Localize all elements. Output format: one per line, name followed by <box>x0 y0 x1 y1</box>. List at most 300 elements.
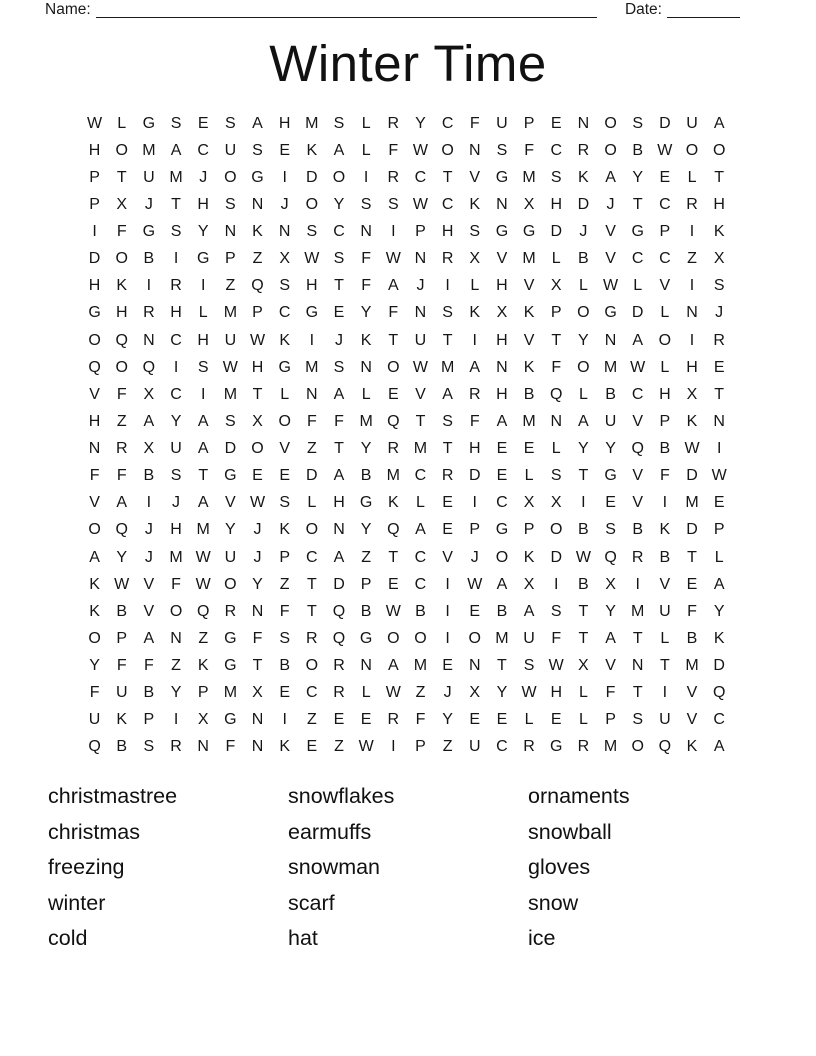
grid-letter: N <box>306 385 318 403</box>
grid-letter: K <box>387 494 399 512</box>
grid-letter: P <box>523 521 535 539</box>
grid-letter: V <box>605 657 616 675</box>
grid-letter: K <box>523 548 535 566</box>
grid-letter: G <box>224 467 237 485</box>
grid-letter: M <box>495 629 509 647</box>
grid-letter: H <box>88 141 101 159</box>
grid-letter: R <box>713 331 725 349</box>
grid-letter: T <box>415 412 426 430</box>
puzzle-title: Winter Time <box>269 35 547 92</box>
grid-letter: L <box>280 385 290 403</box>
grid-letter: L <box>470 277 480 295</box>
grid-letter: A <box>605 629 616 647</box>
grid-letter: O <box>387 629 400 647</box>
grid-letter: P <box>605 711 616 729</box>
grid-letter: P <box>469 521 481 539</box>
grid-letter: J <box>144 195 153 213</box>
grid-letter: M <box>631 602 645 620</box>
grid-letter: S <box>523 657 535 675</box>
grid-letter: K <box>279 331 290 349</box>
grid-letter: E <box>360 711 372 729</box>
word-list-item: freezing <box>48 855 125 880</box>
grid-letter: G <box>142 223 156 241</box>
grid-letter: T <box>442 168 453 186</box>
grid-letter: Q <box>88 738 101 756</box>
word-list-item: snowflakes <box>288 784 395 808</box>
word-list-column <box>48 779 288 957</box>
grid-letter: S <box>333 358 345 376</box>
grid-letter: J <box>253 548 262 566</box>
grid-letter: O <box>305 521 319 539</box>
grid-letter: D <box>306 467 318 485</box>
grid-letter: N <box>468 141 481 159</box>
grid-letter: O <box>278 412 291 430</box>
name-label: Name: <box>45 1 91 18</box>
grid-letter: L <box>578 385 588 403</box>
grid-letter: O <box>577 304 590 322</box>
grid-letter: K <box>659 521 671 539</box>
grid-letter: W <box>630 358 646 376</box>
grid-letter: M <box>196 521 210 539</box>
grid-letter: K <box>523 304 535 322</box>
grid-letter: U <box>496 114 508 132</box>
grid-letter: S <box>550 602 562 620</box>
grid-letter: T <box>497 657 507 675</box>
name-write-line <box>96 3 597 18</box>
grid-letter: Y <box>197 223 209 241</box>
grid-letter: Q <box>631 440 644 458</box>
word-list-item: cold <box>48 926 88 951</box>
grid-letter: O <box>658 331 672 349</box>
grid-letter: Q <box>115 331 128 349</box>
grid-letter: N <box>686 304 698 322</box>
grid-letter: G <box>251 168 264 186</box>
grid-letter: J <box>715 304 724 322</box>
grid-letter: S <box>170 467 182 485</box>
grid-letter: U <box>115 684 128 702</box>
grid-letter: H <box>496 385 508 403</box>
grid-letter: Y <box>333 195 345 213</box>
grid-letter: O <box>88 521 101 539</box>
grid-letter: Q <box>387 521 400 539</box>
grid-letter: I <box>173 711 179 729</box>
grid-letter: W <box>195 575 211 593</box>
word-list-item: earmuffs <box>288 819 372 844</box>
grid-letter: A <box>333 385 345 403</box>
grid-letter: L <box>117 114 127 132</box>
grid-letter: O <box>441 141 454 159</box>
grid-letter: S <box>279 494 290 512</box>
grid-letter: R <box>631 548 644 566</box>
grid-letter: F <box>334 412 344 430</box>
grid-letter: E <box>469 711 481 729</box>
grid-letter: S <box>306 223 318 241</box>
grid-letter: B <box>360 467 372 485</box>
grid-letter: M <box>223 684 238 702</box>
grid-letter: H <box>251 358 264 376</box>
grid-letter: J <box>416 277 425 295</box>
grid-letter: T <box>551 331 562 349</box>
grid-letter: U <box>686 114 698 132</box>
grid-letter: P <box>415 223 426 241</box>
grid-letter: I <box>581 494 586 512</box>
grid-letter: C <box>659 250 671 268</box>
grid-letter: Y <box>116 548 128 566</box>
grid-letter: D <box>468 467 481 485</box>
grid-letter: G <box>359 494 373 512</box>
grid-letter: A <box>197 440 209 458</box>
grid-letter: U <box>143 168 155 186</box>
grid-letter: W <box>385 250 401 268</box>
grid-letter: R <box>468 385 481 403</box>
grid-letter: K <box>686 738 698 756</box>
grid-letter: N <box>414 250 427 268</box>
grid-letter: A <box>713 575 725 593</box>
grid-letter: I <box>173 358 179 376</box>
grid-letter: T <box>578 467 589 485</box>
grid-letter: S <box>197 358 209 376</box>
grid-letter: I <box>445 277 450 295</box>
word-list-item: winter <box>48 890 106 915</box>
grid-letter: E <box>496 440 508 458</box>
grid-letter: H <box>441 223 454 241</box>
grid-letter: X <box>143 385 155 403</box>
grid-letter: D <box>333 575 345 593</box>
grid-letter: K <box>116 277 128 295</box>
grid-letter: L <box>551 250 561 268</box>
grid-letter: B <box>578 575 589 593</box>
grid-letter: T <box>252 385 263 403</box>
word-list-item: christmas <box>48 819 140 844</box>
grid-letter: R <box>387 168 400 186</box>
grid-letter: N <box>251 711 264 729</box>
grid-letter: M <box>386 467 400 485</box>
grid-letter: Y <box>225 521 236 539</box>
grid-letter: U <box>468 738 481 756</box>
grid-letter: V <box>89 385 100 403</box>
grid-letter: P <box>89 195 100 213</box>
grid-letter: K <box>252 223 263 241</box>
grid-letter: A <box>143 629 155 647</box>
grid-letter: G <box>495 521 509 539</box>
grid-letter: Y <box>360 304 372 322</box>
grid-letter: T <box>442 440 453 458</box>
grid-letter: N <box>713 412 725 430</box>
grid-letter: L <box>307 494 317 512</box>
grid-letter: V <box>605 250 616 268</box>
grid-letter: B <box>659 548 671 566</box>
grid-letter: B <box>632 141 644 159</box>
grid-letter: T <box>388 548 399 566</box>
grid-letter: A <box>333 467 345 485</box>
grid-letter: O <box>604 141 617 159</box>
grid-letter: Q <box>332 629 346 647</box>
grid-letter: G <box>278 358 291 376</box>
grid-letter: X <box>143 440 155 458</box>
grid-letter: V <box>605 223 616 241</box>
grid-letter: K <box>578 168 589 186</box>
grid-letter: J <box>470 548 479 566</box>
grid-letter: N <box>360 358 372 376</box>
grid-letter: T <box>306 602 317 620</box>
grid-letter: X <box>116 195 128 213</box>
grid-letter: N <box>333 521 345 539</box>
grid-letter: I <box>689 223 695 241</box>
grid-letter: X <box>523 494 535 512</box>
grid-letter: Q <box>712 684 726 702</box>
grid-letter: I <box>200 385 206 403</box>
grid-letter: H <box>170 521 182 539</box>
grid-letter: H <box>468 440 481 458</box>
grid-letter: I <box>689 277 695 295</box>
grid-letter: P <box>523 114 535 132</box>
grid-letter: K <box>469 195 481 213</box>
grid-letter: O <box>115 250 128 268</box>
grid-letter: T <box>252 657 263 675</box>
grid-letter: Z <box>415 684 426 702</box>
grid-letter: V <box>469 168 481 186</box>
grid-letter: J <box>280 195 289 213</box>
grid-letter: S <box>170 114 182 132</box>
grid-letter: N <box>496 358 508 376</box>
grid-letter: F <box>361 250 372 268</box>
grid-letter: M <box>440 358 455 376</box>
grid-letter: H <box>550 195 563 213</box>
grid-letter: H <box>115 304 128 322</box>
grid-letter: X <box>252 684 263 702</box>
grid-letter: P <box>252 304 263 322</box>
grid-letter: S <box>469 223 481 241</box>
grid-letter: A <box>496 575 508 593</box>
grid-letter: L <box>361 385 371 403</box>
grid-letter: A <box>333 548 345 566</box>
grid-letter: P <box>116 629 128 647</box>
grid-letter: I <box>635 575 640 593</box>
grid-letter: L <box>416 494 425 512</box>
grid-letter: G <box>604 304 617 322</box>
grid-letter: F <box>279 602 290 620</box>
grid-letter: B <box>523 385 535 403</box>
grid-letter: N <box>278 223 291 241</box>
word-list-item: snow <box>528 890 579 915</box>
grid-letter: R <box>115 440 128 458</box>
grid-letter: W <box>304 250 320 268</box>
grid-letter: K <box>89 575 100 593</box>
grid-letter: D <box>577 195 590 213</box>
grid-letter: L <box>687 168 697 186</box>
grid-letter: B <box>578 521 589 539</box>
grid-letter: T <box>171 195 181 213</box>
grid-letter: J <box>334 331 343 349</box>
grid-letter: V <box>89 494 100 512</box>
grid-letter: E <box>197 114 209 132</box>
grid-letter: R <box>577 141 590 159</box>
grid-letter: W <box>657 141 673 159</box>
grid-letter: O <box>495 548 509 566</box>
word-list-item: christmastree <box>48 784 178 808</box>
grid-letter: S <box>550 467 562 485</box>
grid-letter: G <box>631 223 644 241</box>
grid-letter: B <box>116 602 128 620</box>
grid-letter: X <box>252 412 263 430</box>
grid-letter: R <box>143 304 155 322</box>
grid-letter: K <box>116 711 128 729</box>
grid-letter: C <box>414 575 427 593</box>
grid-letter: D <box>550 548 563 566</box>
grid-letter: S <box>442 304 453 322</box>
word-list-item: hat <box>288 926 318 951</box>
grid-letter: O <box>115 358 128 376</box>
grid-letter: W <box>385 602 401 620</box>
grid-letter: P <box>713 521 725 539</box>
grid-letter: H <box>333 494 345 512</box>
grid-letter: A <box>632 331 644 349</box>
grid-letter: Q <box>332 602 346 620</box>
grid-letter: W <box>222 358 238 376</box>
grid-letter: F <box>306 412 317 430</box>
grid-letter: H <box>659 385 671 403</box>
grid-letter: T <box>578 629 589 647</box>
grid-letter: C <box>631 250 644 268</box>
grid-letter: S <box>170 223 182 241</box>
grid-letter: U <box>659 711 671 729</box>
grid-letter: V <box>686 684 698 702</box>
grid-letter: K <box>713 629 725 647</box>
grid-letter: C <box>441 114 454 132</box>
grid-letter: Y <box>360 440 372 458</box>
grid-letter: W <box>385 684 401 702</box>
grid-letter: A <box>713 738 725 756</box>
grid-letter: S <box>333 114 345 132</box>
grid-letter: F <box>388 304 399 322</box>
grid-letter: E <box>333 304 345 322</box>
grid-letter: J <box>144 521 153 539</box>
grid-letter: Y <box>605 602 616 620</box>
grid-letter: J <box>443 684 452 702</box>
grid-letter: M <box>685 657 699 675</box>
grid-letter: N <box>604 331 617 349</box>
grid-letter: H <box>197 331 209 349</box>
grid-letter: U <box>523 629 535 647</box>
grid-letter: L <box>361 141 371 159</box>
grid-letter: A <box>116 494 128 512</box>
grid-letter: X <box>713 250 725 268</box>
grid-letter: P <box>279 548 290 566</box>
grid-letter: I <box>363 168 369 186</box>
grid-letter: L <box>524 467 534 485</box>
grid-letter: A <box>387 277 399 295</box>
grid-letter: D <box>686 521 698 539</box>
grid-letter: X <box>605 575 616 593</box>
grid-letter: G <box>142 114 156 132</box>
grid-letter: C <box>278 304 291 322</box>
grid-letter: J <box>253 521 262 539</box>
grid-letter: W <box>711 467 727 485</box>
grid-letter: R <box>686 195 698 213</box>
grid-letter: F <box>551 358 562 376</box>
grid-letter: X <box>550 277 562 295</box>
grid-letter: M <box>223 385 238 403</box>
grid-letter: G <box>550 738 563 756</box>
grid-letter: V <box>686 711 698 729</box>
grid-letter: I <box>200 277 206 295</box>
grid-letter: A <box>578 412 589 430</box>
grid-letter: N <box>251 602 264 620</box>
grid-letter: F <box>89 684 100 702</box>
grid-letter: M <box>359 412 373 430</box>
grid-letter: K <box>469 304 481 322</box>
grid-letter: N <box>550 412 563 430</box>
grid-letter: Q <box>658 738 672 756</box>
grid-letter: S <box>713 277 725 295</box>
grid-letter: W <box>602 277 619 295</box>
grid-letter: S <box>605 521 616 539</box>
grid-letter: C <box>659 195 671 213</box>
grid-letter: P <box>197 684 209 702</box>
word-list-item: scarf <box>288 890 335 915</box>
grid-letter: I <box>716 440 722 458</box>
grid-letter: Z <box>687 250 697 268</box>
grid-letter: M <box>142 141 156 159</box>
word-list-item: gloves <box>528 855 591 880</box>
grid-letter: A <box>442 385 453 403</box>
grid-letter: B <box>360 602 372 620</box>
grid-letter: R <box>333 657 345 675</box>
grid-letter: C <box>496 738 508 756</box>
grid-letter: F <box>252 629 263 647</box>
grid-letter: A <box>170 141 182 159</box>
grid-letter: R <box>387 711 400 729</box>
grid-letter: V <box>143 602 155 620</box>
grid-letter: O <box>251 440 264 458</box>
grid-letter: O <box>224 575 237 593</box>
grid-letter: Y <box>89 657 100 675</box>
grid-letter: A <box>252 114 263 132</box>
grid-letter: R <box>306 629 318 647</box>
grid-letter: K <box>279 521 290 539</box>
grid-letter: Y <box>496 684 508 702</box>
grid-letter: T <box>334 277 344 295</box>
grid-letter: D <box>686 467 698 485</box>
grid-letter: C <box>713 711 725 729</box>
grid-letter: B <box>632 521 644 539</box>
grid-letter: B <box>605 385 616 403</box>
grid-letter: H <box>550 684 563 702</box>
grid-letter: E <box>306 738 318 756</box>
grid-letter: P <box>225 250 236 268</box>
grid-letter: W <box>358 738 374 756</box>
grid-letter: S <box>252 141 263 159</box>
grid-letter: F <box>659 467 670 485</box>
grid-letter: U <box>224 141 237 159</box>
grid-letter: B <box>496 602 508 620</box>
grid-letter: R <box>577 738 590 756</box>
grid-letter: U <box>659 602 671 620</box>
grid-letter: V <box>523 331 535 349</box>
grid-letter: W <box>548 657 564 675</box>
grid-letter: G <box>305 304 319 322</box>
grid-letter: O <box>169 602 183 620</box>
grid-letter: O <box>631 738 644 756</box>
grid-letter: I <box>309 331 315 349</box>
grid-letter: O <box>305 195 319 213</box>
grid-letter: F <box>116 657 127 675</box>
grid-letter: B <box>143 467 155 485</box>
grid-letter: L <box>633 277 643 295</box>
grid-letter: C <box>170 385 182 403</box>
grid-letter: Y <box>170 412 182 430</box>
grid-letter: T <box>116 168 127 186</box>
